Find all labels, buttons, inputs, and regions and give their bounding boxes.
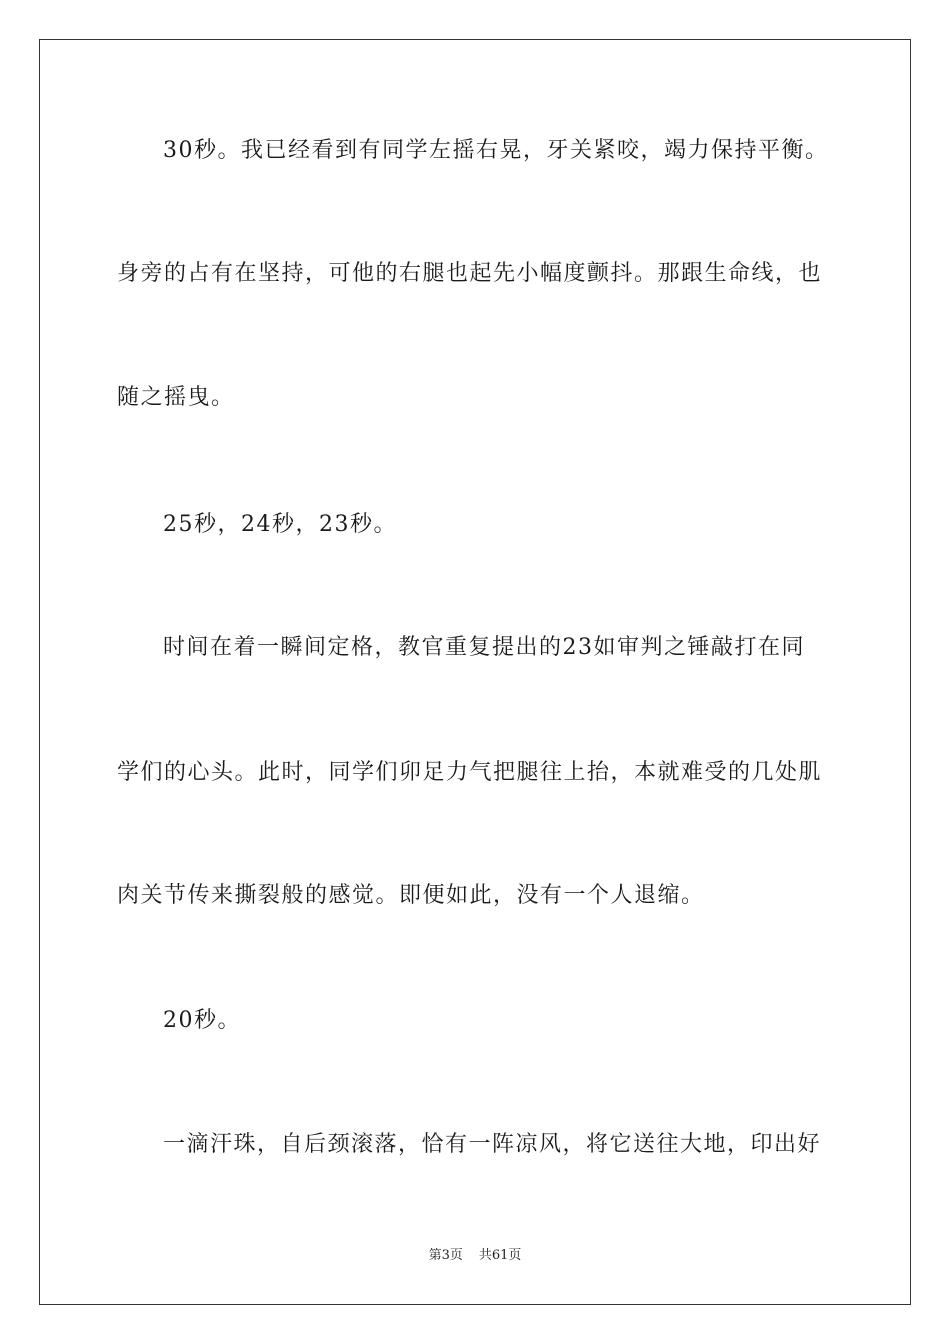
text-line-4: 25秒，24秒，23秒。 [163,512,397,537]
text-line-9: 一滴汗珠，自后颈滚落，恰有一阵凉风，将它送往大地，印出好 [163,1132,822,1157]
page-footer [0,1247,950,1265]
text-line-8: 20秒。 [163,1008,241,1033]
text-line-3: 随之摇曳。 [117,385,235,410]
text-line-7: 肉关节传来撕裂般的感觉。即便如此，没有一个人退缩。 [117,883,705,908]
text-line-5: 时间在着一瞬间定格，教官重复提出的23如审判之锤敲打在同 [163,635,805,660]
page-number: 第3页 [428,1248,463,1263]
page-total: 共61页 [478,1248,522,1263]
text-line-1: 30秒。我已经看到有同学左摇右晃，牙关紧咬，竭力保持平衡。 [163,138,829,163]
text-line-6: 学们的心头。此时，同学们卯足力气把腿往上抬，本就难受的几处肌 [117,760,823,785]
page-border [39,39,911,1305]
text-line-2: 身旁的占有在坚持，可他的右腿也起先小幅度颤抖。那跟生命线，也 [117,261,823,286]
